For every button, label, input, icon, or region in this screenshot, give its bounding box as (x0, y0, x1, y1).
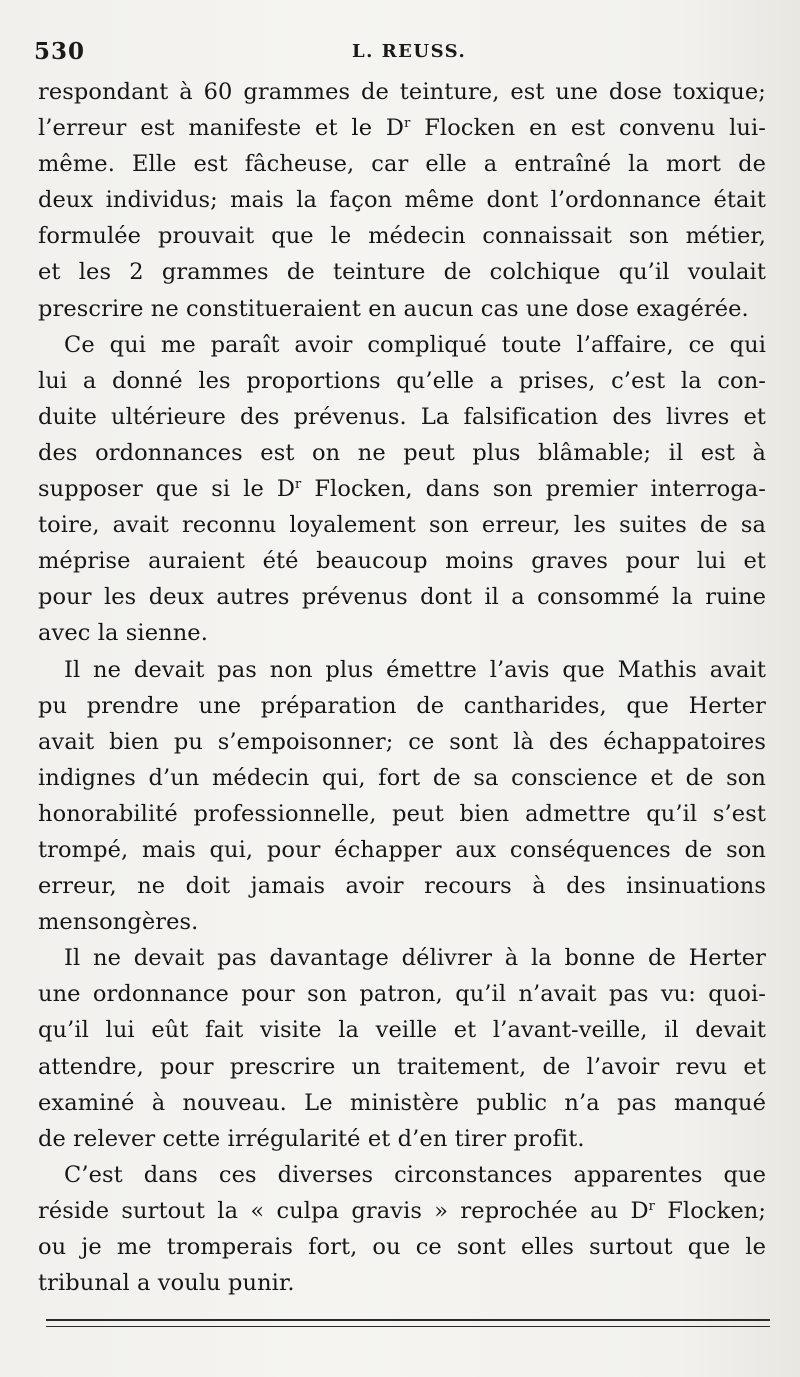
text-line: l’erreur est manifeste et le $D^r$ Flocken en est convenu lui- (38, 115, 766, 142)
text-line: avec la sienne. (38, 620, 208, 647)
text-line: respondant à 60 grammes de teinture, est une dose toxique; (38, 79, 766, 105)
footer-rule-thick (46, 1319, 770, 1321)
paragraph (38, 940, 766, 1157)
text-line: examiné à nouveau. Le ministère public n’a pas manqué (38, 1089, 766, 1116)
text-line: erreur, ne doit jamais avoir recours à des insinuations (38, 873, 766, 900)
paragraph (38, 74, 766, 327)
text-line: avait bien pu s’empoisonner; ce sont là des échappatoires (38, 728, 766, 755)
text-line: Ce qui me paraît avoir compliqué toute l’affaire, ce qui (64, 331, 766, 358)
running-head: L. REUSS. (352, 41, 467, 62)
text-line: pour les deux autres prévenus dont il a consommé la ruine (38, 584, 766, 611)
text-line: et les 2 grammes de teinture de colchique qu’il voulait (38, 259, 766, 286)
text-line: formulée prouvait que le médecin connaissait son métier, (38, 223, 766, 250)
paragraph (38, 652, 766, 941)
text-line: méprise auraient été beaucoup moins graves pour lui et (38, 548, 766, 575)
text-line: attendre, pour prescrire un traitement, de l’avoir revu et (38, 1053, 766, 1080)
text-line: tribunal a voulu punir. (38, 1270, 295, 1297)
page-number: 530 (34, 38, 86, 65)
text-line: Il ne devait pas davantage délivrer à la bonne de Herter (64, 945, 766, 972)
text-line: réside surtout la « culpa gravis » reprochée au $D^r$ Flocken; (38, 1197, 767, 1224)
text-line: lui a donné les proportions qu’elle a prises, c’est la con- (38, 367, 766, 394)
text-line: toire, avait reconnu loyalement son erreur, les suites de sa (38, 512, 766, 539)
text-line: honorabilité professionnelle, peut bien admettre qu’il s’est (38, 800, 766, 827)
text-line: prescrire ne constitueraient en aucun cas une dose exagérée. (38, 295, 749, 322)
text-line: qu’il lui eût fait visite la veille et l’avant-veille, il devait (38, 1017, 766, 1044)
body-text (38, 74, 766, 1301)
text-line: de relever cette irrégularité et d’en tirer profit. (38, 1125, 585, 1152)
text-line: même. Elle est fâcheuse, car elle a entraîné la mort de (38, 151, 766, 178)
text-line: ou je me tromperais fort, ou ce sont elles surtout que le (38, 1234, 766, 1260)
text-line: Il ne devait pas non plus émettre l’avis que Mathis avait (64, 656, 766, 683)
text-line: deux individus; mais la façon même dont l’ordonnance était (38, 187, 766, 214)
text-line: indignes d’un médecin qui, fort de sa conscience et de son (38, 764, 766, 791)
text-line: une ordonnance pour son patron, qu’il n’avait pas vu: quoi- (38, 981, 766, 1008)
paragraph (38, 1157, 766, 1301)
text-line: duite ultérieure des prévenus. La falsification des livres et (38, 403, 766, 430)
text-line: des ordonnances est on ne peut plus blâmable; il est à (38, 439, 766, 466)
page-header (34, 38, 764, 68)
text-line: supposer que si le $D^r$ Flocken, dans son premier interroga- (38, 476, 766, 503)
text-line: trompé, mais qui, pour échapper aux conséquences de son (38, 836, 766, 863)
paragraph (38, 327, 766, 652)
footer-rule-thin (46, 1326, 770, 1327)
text-line: mensongères. (38, 909, 199, 936)
text-line: pu prendre une préparation de cantharides, que Herter (38, 692, 766, 719)
text-line: C’est dans ces diverses circonstances apparentes que (64, 1161, 766, 1188)
